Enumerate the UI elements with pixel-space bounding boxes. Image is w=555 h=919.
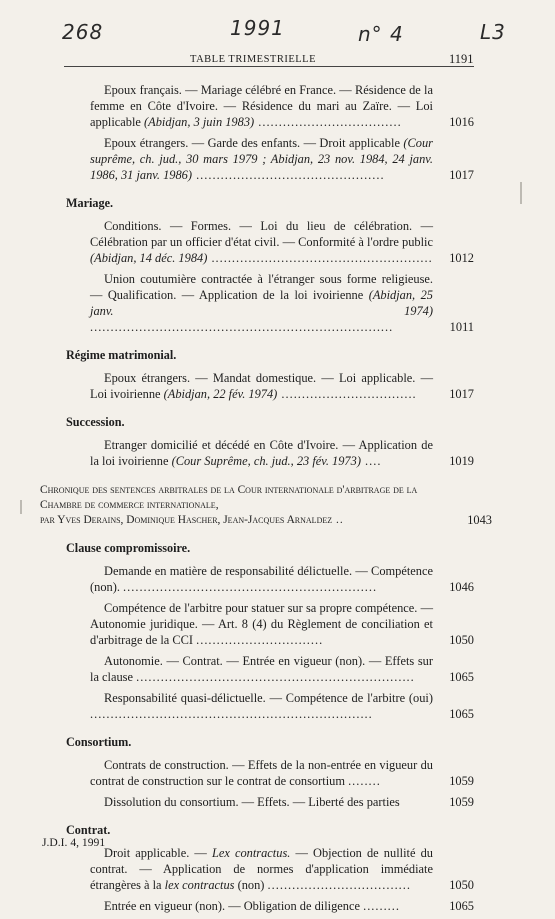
- section-heading: Clause compromissoire.: [66, 541, 191, 555]
- entry-page: 1065: [449, 670, 474, 684]
- handwritten-note: 1991: [230, 16, 285, 40]
- entry-page: 1065: [449, 707, 474, 721]
- index-entry: Contrats de construction. — Effets de la non-entrée en vigueur du contrat de construction sur le contrat de consortium ........ 1059: [90, 758, 474, 788]
- footer-citation: J.D.I. 4, 1991: [42, 836, 106, 849]
- entry-page: 1046: [449, 580, 474, 594]
- entry-page: 1050: [449, 878, 474, 892]
- entry-page: 1011: [449, 320, 474, 334]
- index-entry: Entrée en vigueur (non). — Obligation de diligence ......... 1065: [104, 899, 474, 913]
- index-entry: Demande en matière de responsabilité délictuelle. — Compétence (non). .............................................................. 1046: [90, 564, 474, 594]
- handwritten-note: 268: [62, 20, 104, 44]
- entry-page: 1017: [449, 387, 474, 401]
- section-heading: Mariage.: [66, 196, 114, 210]
- entry-page: 1016: [449, 115, 474, 129]
- entry-page: 1017: [449, 168, 474, 182]
- index-entry: Dissolution du consortium. — Effets. — Liberté des parties 1059: [104, 795, 474, 809]
- entry-page: 1043: [467, 513, 492, 527]
- index-entry: Union coutumière contractée à l'étranger sous forme religieuse. — Qualification. — Application de la loi ivoirienne (Abidjan, 25 janv. 1974) .......................................................................... 1011: [90, 272, 474, 334]
- index-content: [40, 82, 492, 919]
- index-entry: Responsabilité quasi-délictuelle. — Compétence de l'arbitre (oui) ..................................................................... 1065: [90, 691, 474, 721]
- index-entry: Autonomie. — Contrat. — Entrée en vigueur (non). — Effets sur la clause .................................................................... 1065: [90, 654, 474, 684]
- index-entry: Epoux français. — Mariage célébré en France. — Résidence de la femme en Côte d'Ivoire. — Résidence du mari au Zaïre. — Loi applicable (Abidjan, 3 juin 1983) ................................... 1016: [90, 83, 474, 129]
- index-entry: Droit applicable. — Lex contractus. — Objection de nullité du contrat. — Application de normes d'application immédiate étrangères à la lex contractus (non) ................................... 1050: [90, 846, 474, 892]
- section-heading: Régime matrimonial.: [66, 348, 177, 362]
- entry-page: 1065: [449, 899, 474, 913]
- entry-page: 1012: [449, 251, 474, 265]
- index-entry: Compétence de l'arbitre pour statuer sur sa propre compétence. — Autonomie juridique. — Art. 8 (4) du Règlement de conciliation et d'arbitrage de la CCI ............................... 1050: [90, 601, 474, 647]
- chronicle-entry: Chronique des sentences arbitrales de la Cour internationale d'arbitrage de la Chambre de commerce internationale, par Yves Derains, Dominique Hascher, Jean-Jacques Arnaldez .. 1043: [40, 484, 492, 527]
- entry-page: 1059: [449, 774, 474, 788]
- index-entry: Epoux étrangers. — Mandat domestique. — Loi applicable. — Loi ivoirienne (Abidjan, 22 fév. 1974) ................................. 1017: [90, 371, 474, 401]
- scan-speck: [520, 182, 522, 204]
- index-entry: Conditions. — Formes. — Loi du lieu de célébration. — Célébration par un officier d'état civil. — Conformité à l'ordre public (Abidjan, 14 déc. 1984) ...................................................... 1012: [90, 219, 474, 265]
- page-number: 1191: [449, 52, 474, 66]
- section-heading: Consortium.: [66, 735, 132, 749]
- header-rule: [64, 66, 474, 67]
- running-header: TABLE TRIMESTRIELLE: [190, 54, 316, 65]
- index-entry: Etranger domicilié et décédé en Côte d'Ivoire. — Application de la loi ivoirienne (Cour Suprême, ch. jud., 23 fév. 1973) .... 1019: [90, 438, 474, 468]
- section-heading: Succession.: [66, 415, 125, 429]
- handwritten-note: n° 4: [358, 22, 404, 46]
- entry-page: 1050: [449, 633, 474, 647]
- scan-speck: [20, 500, 22, 514]
- entry-page: 1019: [449, 454, 474, 468]
- index-entry: Epoux étrangers. — Garde des enfants. — Droit applicable (Cour suprême, ch. jud., 30 mars 1979 ; Abidjan, 23 nov. 1984, 24 janv. 1986, 31 janv. 1986) .............................................. 1017: [90, 136, 474, 182]
- section-heading: Contrat.: [66, 823, 111, 837]
- handwritten-note: L3: [480, 20, 506, 44]
- entry-page: 1059: [449, 795, 474, 809]
